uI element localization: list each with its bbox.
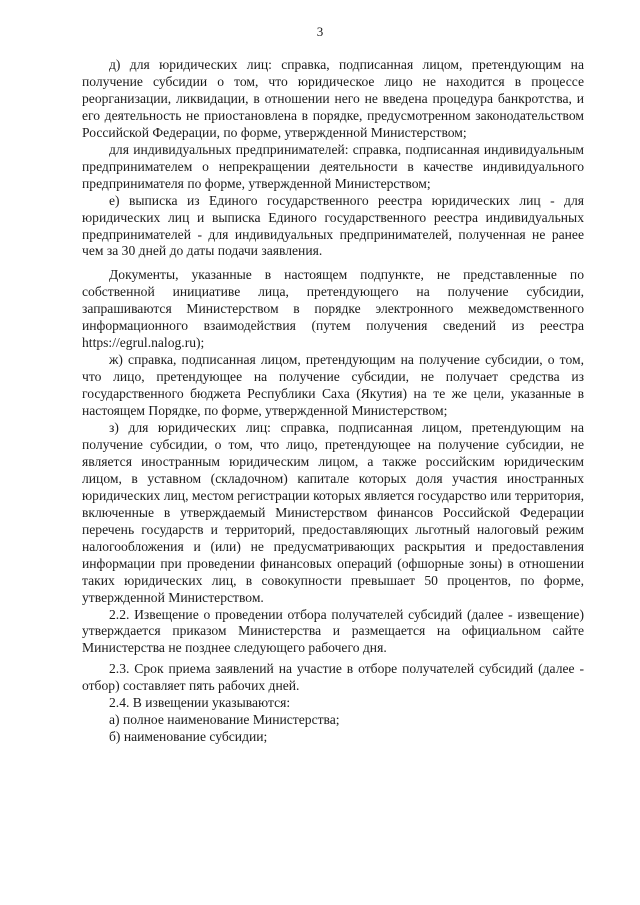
document-body xyxy=(82,57,584,746)
paragraph-2-2-notice: 2.2. Извещение о проведении отбора получателей субсидий (далее - извещение) утверждается приказом Министерства и размещается на официальном сайте Министерства не позднее следующего рабочего дня. xyxy=(82,606,584,656)
paragraph-individual-entrepreneurs: для индивидуальных предпринимателей: справка, подписанная индивидуальным предпринимателем о непрекращении деятельности в качестве индивидуального предпринимателя по форме, утвержденной Министерством; xyxy=(82,141,584,191)
paragraph-z-foreign-entity: з) для юридических лиц: справка, подписанная лицом, претендующим на получение субсидии, о том, что лицо, претендующее на получение субсидии, не является иностранным юридическим лицом, а также российским юридическим лицом, в уставном (складочном) капитале которых доля участия иностранных юридических лиц, местом регистрации которых является государство или территория, включенные в утверждаемый Министерством финансов Российской Федерации перечень государств и территорий, предоставляющих льготный налоговый режим налогообложения и (или) не предусматривающих раскрытия и предоставления информации при проведении финансовых операций (офшорные зоны) в отношении таких юридических лиц, в совокупности превышает 50 процентов, по форме, утвержденной Министерством. xyxy=(82,420,584,605)
paragraph-zh-certificate: ж) справка, подписанная лицом, претендующим на получение субсидии, о том, что лицо, претендующее на получение субсидии, не получает средства из государственного бюджета Республики Саха (Якутия) на те же цели, указанные в настоящем Порядке, по форме, утвержденной Министерством; xyxy=(82,352,584,419)
paragraph-documents-request: Документы, указанные в настоящем подпункте, не представленные по собственной инициативе лица, претендующего на получение субсидии, запрашиваются Министерством в порядке электронного межведомственного информационного взаимодействия (путем получения сведений из реестра https://egrul.nalog.ru); xyxy=(82,267,584,351)
paragraph-2-4-notice-contents: 2.4. В извещении указываются: xyxy=(109,695,291,711)
page-number: 3 xyxy=(316,24,324,39)
paragraph-2-3-deadline: 2.3. Срок приема заявлений на участие в отборе получателей субсидий (далее - отбор) составляет пять рабочих дней. xyxy=(82,661,584,694)
list-item-b-subsidy-name: б) наименование субсидии; xyxy=(109,729,268,745)
paragraph-d-legal-entities: д) для юридических лиц: справка, подписанная лицом, претендующим на получение субсидии о том, что юридическое лицо не находится в процессе реорганизации, ликвидации, в отношении него не введена процедура банкротства, и его деятельность не приостановлена в порядке, предусмотренном законодательством Российской Федерации, по форме, утвержденной Министерством; xyxy=(82,57,584,140)
list-item-a-ministry-name: а) полное наименование Министерства; xyxy=(109,712,340,728)
paragraph-e-registry-extract: е) выписка из Единого государственного реестра юридических лиц - для юридических лиц и выписка Единого государственного реестра индивидуальных предпринимателей - для индивидуальных предпринимателей, полученная не ранее чем за 30 дней до даты подачи заявления. xyxy=(82,192,584,259)
